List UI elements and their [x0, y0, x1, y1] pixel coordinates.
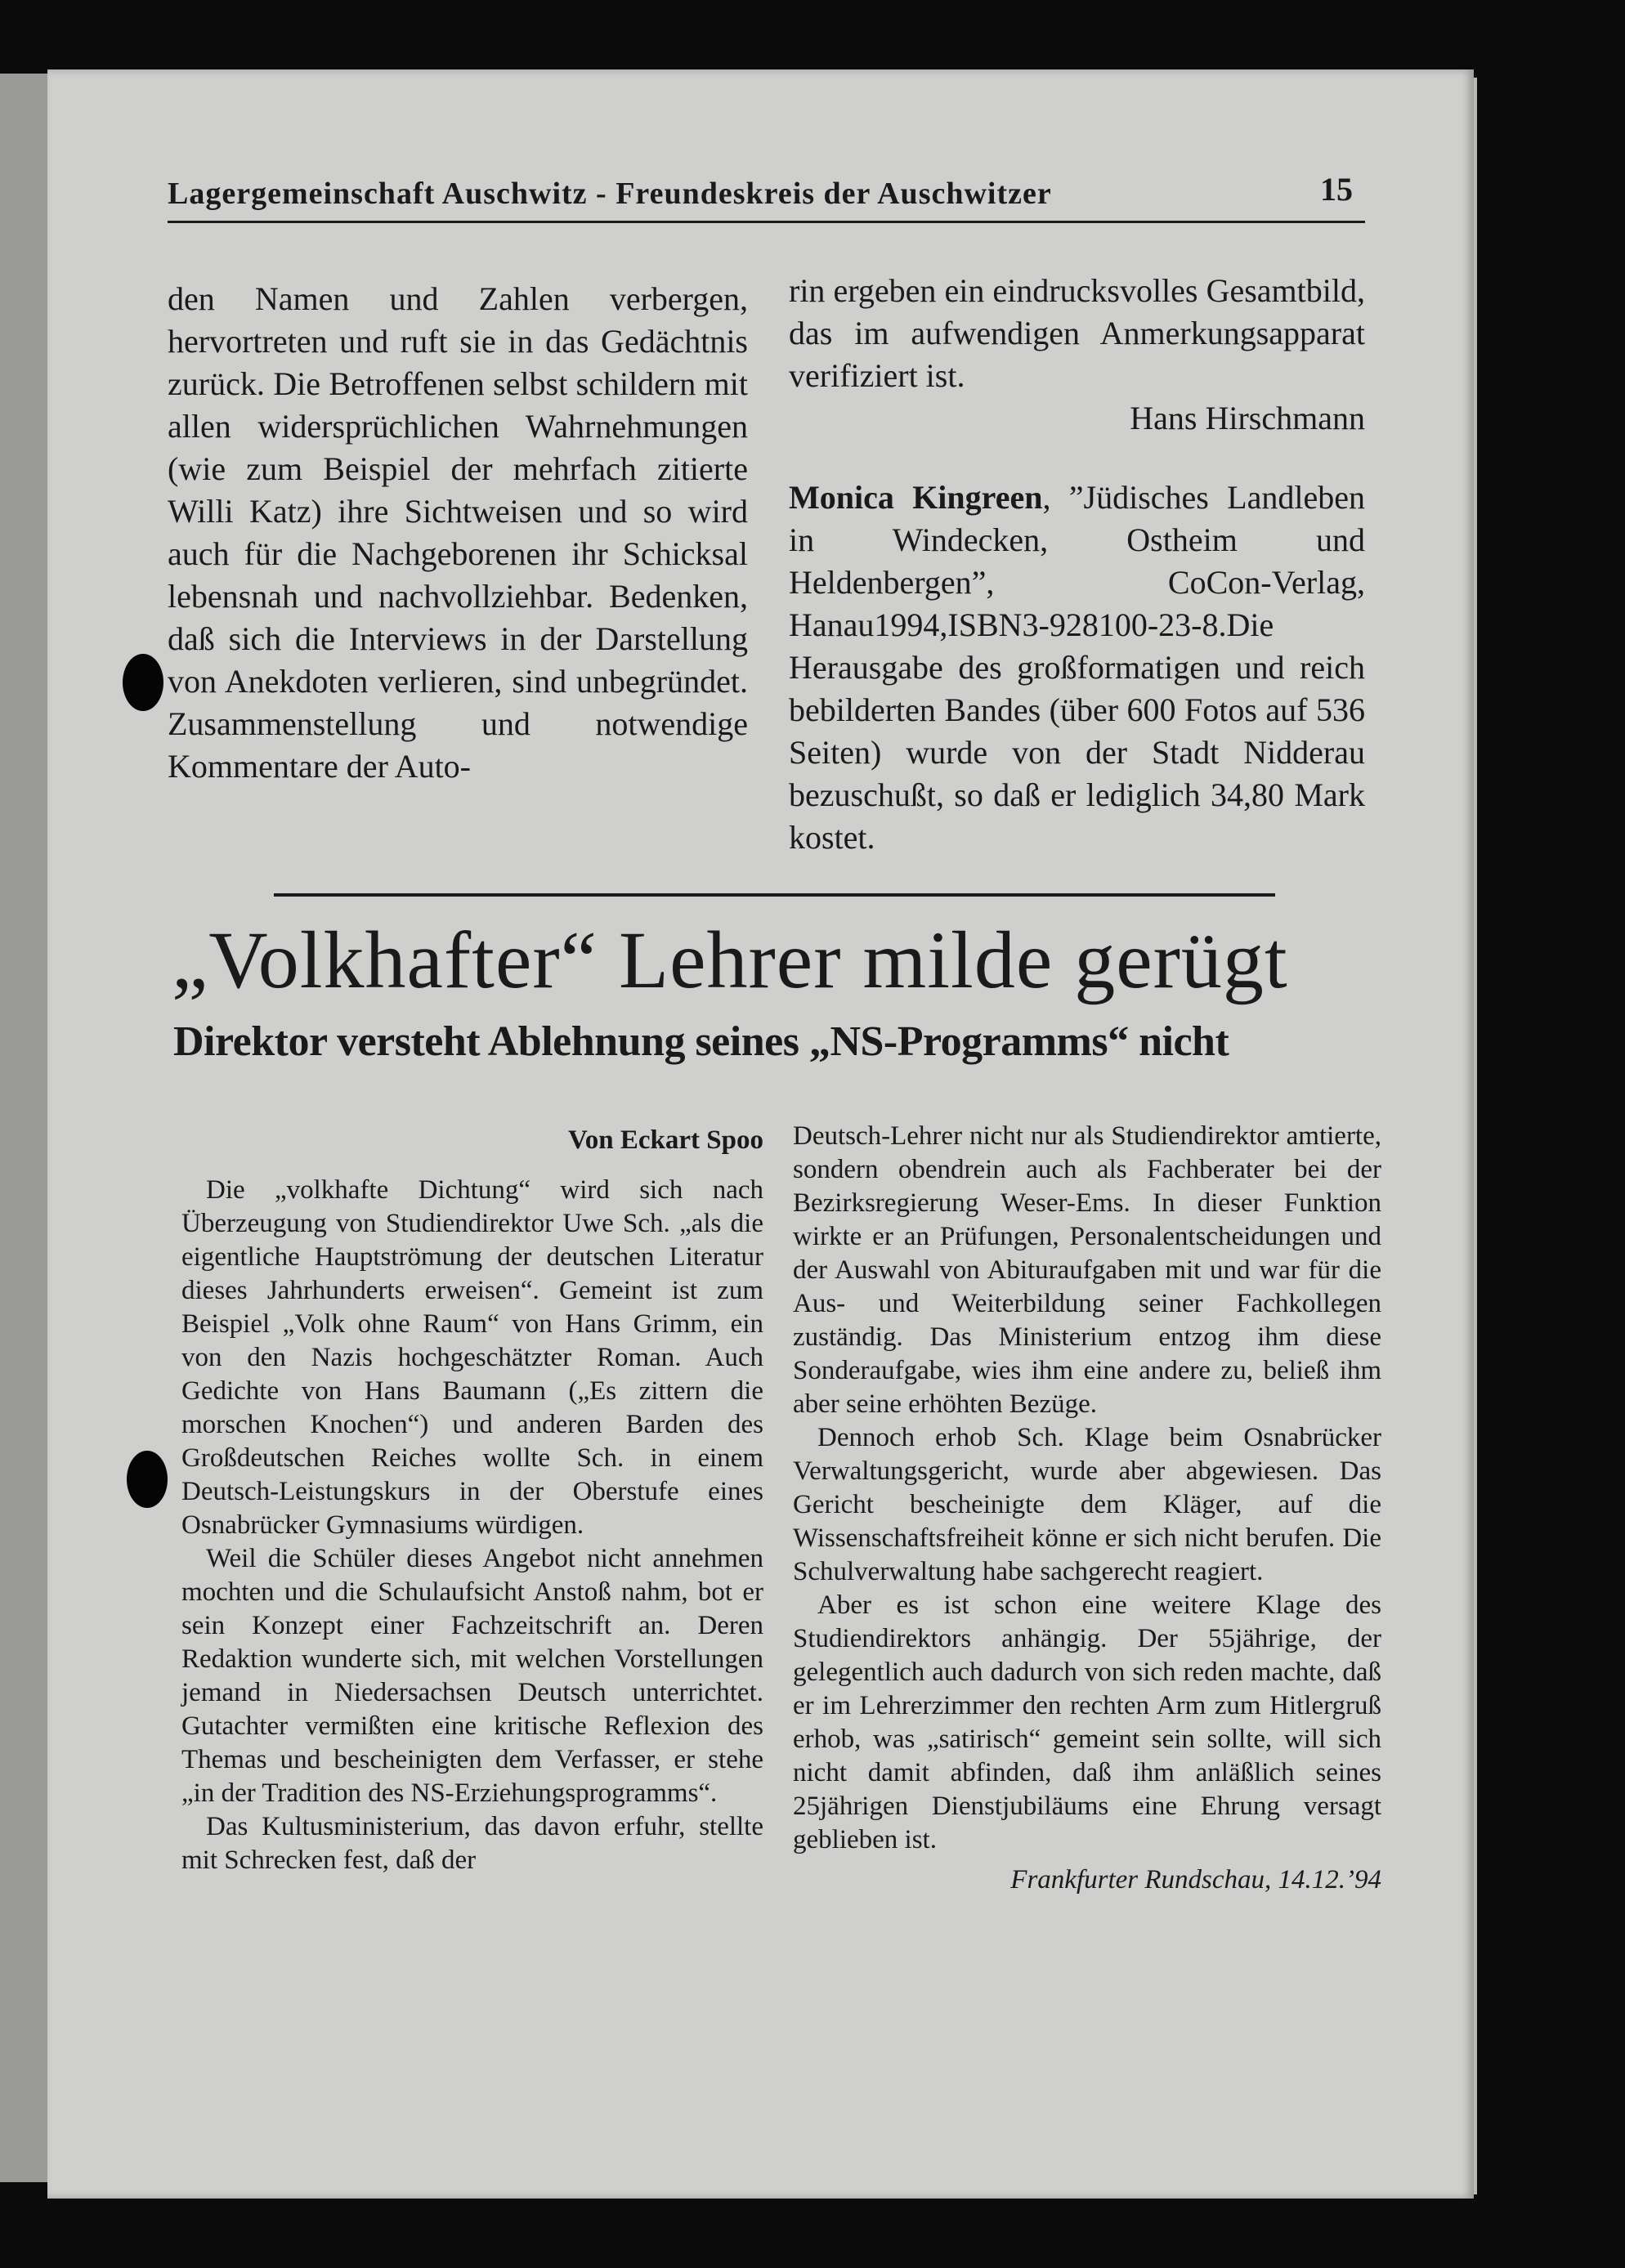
top-right-column [789, 270, 1365, 859]
article-paragraph: Die „volkhafte Dichtung“ wird sich nach Überzeugung von Studiendirektor Uwe Sch. „als die eigentliche Hauptströmung der deutschen Literatur dieses Jahrhunderts erweisen“. Gemeint ist zum Beispiel „Volk ohne Raum“ von Hans Grimm, ein von den Nazis hochgeschätzter Roman. Auch Gedichte von Hans Baumann („Es zittern die morschen Knochen“) und anderen Barden des Großdeutschen Reiches wollte Sch. in einem Deutsch-Leistungskurs in der Oberstufe eines Osnabrücker Gymnasiums würdigen. [181, 1175, 763, 1540]
top-left-text: den Namen und Zahlen verbergen, hervortreten und ruft sie in das Gedächtnis zurück. Die Betroffenen selbst schildern mit allen widersprüchlichen Wahrnehmungen (wie zum Beispiel der mehrfach zitierte Willi Katz) ihre Sichtweisen und so wird auch für die Nachgeborenen ihr Schicksal lebensnah und nachvollziehbar. Bedenken, daß sich die Interviews in der Darstellung von Anekdoten verlieren, sind unbegründet. Zusammenstellung und notwendige Kommentare der Auto- [168, 280, 748, 785]
review-text: , ”Jüdisches Landleben in Windecken, Ostheim und Heldenbergen”, CoCon-Verlag, Hanau1994,ISBN3-928100-23-8.Die Herausgabe des großformatigen und reich bebilderten Bandes (über 600 Fotos auf 536 Seiten) wurde von der Stadt Nidderau bezuschußt, so daß er lediglich 34,80 Mark kostet. [789, 479, 1365, 856]
article-paragraph: Aber es ist schon eine weitere Klage des Studiendirektors anhängig. Der 55jährige, der gelegentlich auch dadurch von sich reden machte, daß er im Lehrerzimmer den rechten Arm zum Hitlergruß erhob, was „satirisch“ gemeint sein sollte, will sich nicht damit abfinden, daß ihm anläßlich seines 25jährigen Dienstjubiläums eine Ehrung versagt geblieben ist. [793, 1590, 1381, 1854]
section-divider [274, 893, 1275, 897]
article-left-column [181, 1124, 763, 1877]
article-paragraph: Deutsch-Lehrer nicht nur als Studiendirektor amtierte, sondern obendrein auch als Fachberater bei der Bezirksregierung Weser-Ems. In dieser Funktion wirkte er an Prüfungen, Personalentscheidungen und der Auswahl von Abituraufgaben mit und war für die Aus- und Weiterbildung seiner Fachkollegen zuständig. Das Ministerium entzog ihm diese Sonderaufgabe, wies ihm eine andere zu, beließ ihm aber seine erhöhten Bezüge. [793, 1121, 1381, 1419]
page-number: 15 [1320, 171, 1353, 208]
review-continuation: rin ergeben ein eindrucksvolles Gesamtbild, das im aufwendigen Anmerkungsapparat verifiziert ist. [789, 272, 1365, 394]
running-header-title: Lagergemeinschaft Auschwitz - Freundeskreis der Auschwitzer [168, 177, 1052, 211]
review-signature: Hans Hirschmann [1130, 400, 1365, 436]
review-author: Monica Kingreen [789, 479, 1043, 516]
punch-hole [123, 654, 163, 711]
article-subheadline: Direktor versteht Ablehnung seines „NS-Programms“ nicht [173, 1018, 1229, 1065]
top-left-column [168, 278, 748, 788]
punch-hole [127, 1451, 168, 1508]
article-byline: Von Eckart Spoo [567, 1125, 763, 1155]
book-review [789, 476, 1365, 859]
header-rule [168, 221, 1365, 223]
article-right-column [793, 1120, 1381, 1897]
article-paragraph: Weil die Schüler dieses Angebot nicht annehmen mochten und die Schulaufsicht Anstoß nahm, bot er sein Konzept einer Fachzeitschrift an. Deren Redaktion wunderte sich, mit welchen Vorstellungen jemand in Niedersachsen Deutsch unterrichtet. Gutachter vermißten eine kritische Reflexion des Themas und bescheinigten dem Verfasser, er stehe „in der Tradition des NS-Erziehungsprogramms“. [181, 1544, 763, 1808]
article-source: Frankfurter Rundschau, 14.12.’94 [1010, 1865, 1381, 1894]
article-paragraph: Das Kultusministerium, das davon erfuhr, stellte mit Schrecken fest, daß der [181, 1812, 763, 1875]
previous-page-edge [0, 74, 51, 2182]
article-headline: „Volkhafter“ Lehrer milde gerügt [172, 915, 1288, 1005]
article-paragraph: Dennoch erhob Sch. Klage beim Osnabrücker Verwaltungsgericht, wurde aber abgewiesen. Das Gericht bescheinigte dem Kläger, auf die Wissenschaftsfreiheit könne er sich nicht berufen. Die Schulverwaltung habe sachgerecht reagiert. [793, 1423, 1381, 1586]
